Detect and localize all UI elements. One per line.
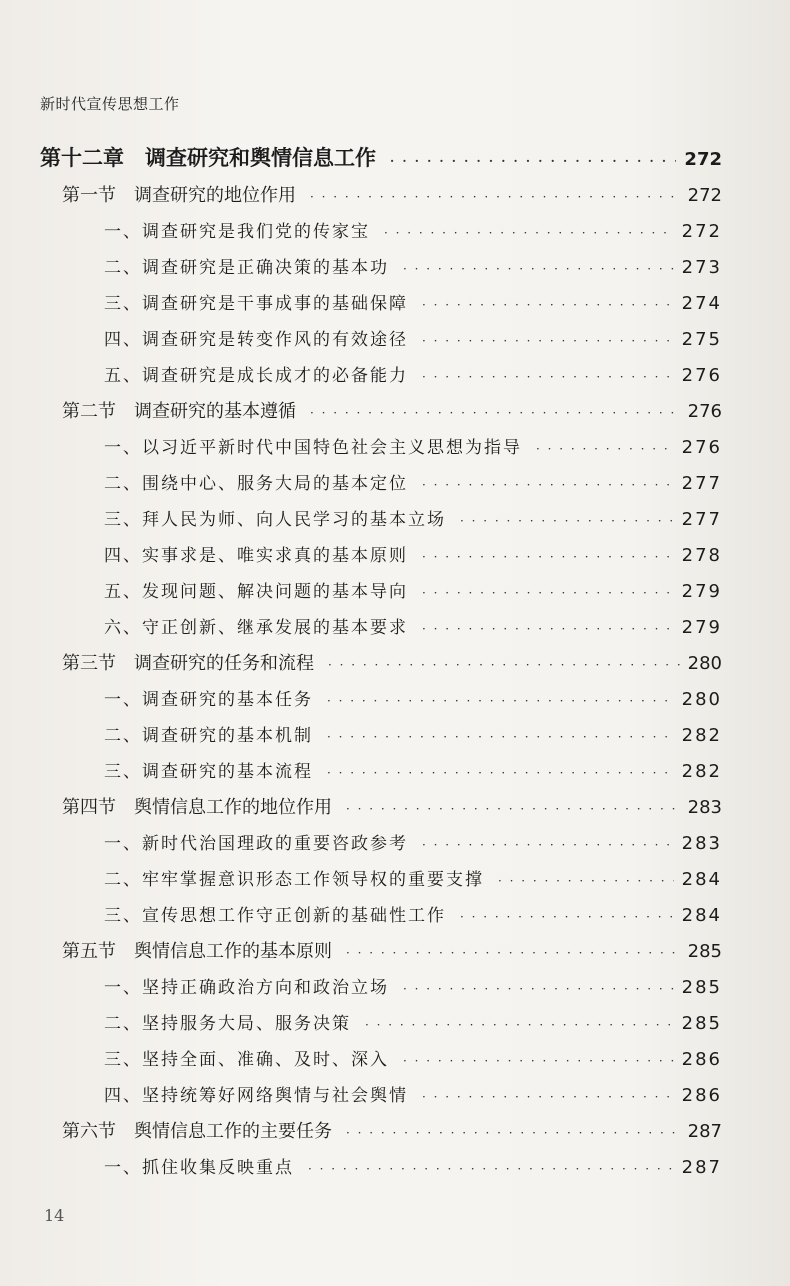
toc-entry-page: 272 <box>684 149 722 170</box>
toc-entry-page: 287 <box>687 1121 722 1142</box>
toc-item <box>40 466 722 502</box>
toc-entry-title: 四、实事求是、唯实求真的基本原则 <box>104 546 408 566</box>
toc-entry-title: 第一节 调查研究的地位作用 <box>62 185 296 206</box>
toc-entry-title: 第三节 调查研究的任务和流程 <box>62 653 314 674</box>
toc-entry-title: 一、以习近平新时代中国特色社会主义思想为指导 <box>104 438 522 458</box>
toc-section <box>40 934 722 970</box>
toc-entry-title: 二、调查研究是正确决策的基本功 <box>104 258 389 278</box>
toc-entry-title: 一、抓住收集反映重点 <box>104 1158 294 1178</box>
toc-entry-page: 283 <box>687 797 722 818</box>
toc-item <box>40 862 722 898</box>
toc-section <box>40 646 722 682</box>
toc-entry-page: 282 <box>681 725 722 746</box>
dot-leader <box>422 539 674 575</box>
dot-leader <box>308 1151 674 1187</box>
toc-entry-title: 三、宣传思想工作守正创新的基础性工作 <box>104 906 446 926</box>
toc-item <box>40 322 722 358</box>
toc-entry-page: 277 <box>681 509 722 530</box>
toc-entry-page: 285 <box>681 1013 722 1034</box>
toc-entry-page: 286 <box>681 1085 722 1106</box>
toc-entry-title: 二、围绕中心、服务大局的基本定位 <box>104 474 408 494</box>
toc-item <box>40 430 722 466</box>
dot-leader <box>310 395 680 431</box>
toc-entry-title: 第四节 舆情信息工作的地位作用 <box>62 797 332 818</box>
dot-leader <box>422 359 674 395</box>
dot-leader <box>403 251 674 287</box>
toc-entry-page: 285 <box>681 977 722 998</box>
dot-leader <box>390 141 676 181</box>
toc-entry-title: 第十二章 调查研究和舆情信息工作 <box>40 146 376 170</box>
toc-section <box>40 394 722 430</box>
toc-item <box>40 574 722 610</box>
toc-entry-page: 276 <box>681 365 722 386</box>
dot-leader <box>460 899 674 935</box>
toc-item <box>40 1078 722 1114</box>
toc-entry-title: 第六节 舆情信息工作的主要任务 <box>62 1121 332 1142</box>
toc-item <box>40 1042 722 1078</box>
dot-leader <box>403 1043 674 1079</box>
dot-leader <box>365 1007 674 1043</box>
dot-leader <box>384 215 674 251</box>
toc-entry-page: 274 <box>681 293 722 314</box>
dot-leader <box>422 1079 674 1115</box>
toc-item <box>40 250 722 286</box>
toc-entry-page: 280 <box>681 689 722 710</box>
toc-entry-title: 一、坚持正确政治方向和政治立场 <box>104 978 389 998</box>
dot-leader <box>327 755 674 791</box>
toc-item <box>40 286 722 322</box>
toc-entry-page: 273 <box>681 257 722 278</box>
dot-leader <box>422 287 674 323</box>
toc-entry-title: 二、牢牢掌握意识形态工作领导权的重要支撑 <box>104 870 484 890</box>
toc-entry-page: 283 <box>681 833 722 854</box>
toc-item <box>40 754 722 790</box>
toc-chapter <box>40 138 722 178</box>
table-of-contents <box>40 138 722 1186</box>
dot-leader <box>422 575 674 611</box>
toc-entry-page: 278 <box>681 545 722 566</box>
toc-entry-page: 276 <box>687 401 722 422</box>
toc-item <box>40 358 722 394</box>
toc-entry-title: 六、守正创新、继承发展的基本要求 <box>104 618 408 638</box>
toc-entry-page: 286 <box>681 1049 722 1070</box>
dot-leader <box>460 503 674 539</box>
toc-entry-title: 第五节 舆情信息工作的基本原则 <box>62 941 332 962</box>
toc-item <box>40 610 722 646</box>
toc-item <box>40 538 722 574</box>
toc-entry-page: 279 <box>681 581 722 602</box>
toc-entry-page: 279 <box>681 617 722 638</box>
toc-entry-page: 275 <box>681 329 722 350</box>
toc-entry-title: 五、调查研究是成长成才的必备能力 <box>104 366 408 386</box>
dot-leader <box>346 791 680 827</box>
toc-entry-title: 三、调查研究是干事成事的基础保障 <box>104 294 408 314</box>
toc-entry-page: 282 <box>681 761 722 782</box>
dot-leader <box>498 863 674 899</box>
toc-entry-page: 276 <box>681 437 722 458</box>
toc-section <box>40 178 722 214</box>
dot-leader <box>422 467 674 503</box>
toc-entry-page: 277 <box>681 473 722 494</box>
toc-entry-title: 一、新时代治国理政的重要咨政参考 <box>104 834 408 854</box>
toc-item <box>40 682 722 718</box>
toc-entry-title: 四、调查研究是转变作风的有效途径 <box>104 330 408 350</box>
dot-leader <box>422 611 674 647</box>
toc-entry-page: 284 <box>681 905 722 926</box>
toc-entry-page: 272 <box>687 185 722 206</box>
toc-entry-title: 二、坚持服务大局、服务决策 <box>104 1014 351 1034</box>
toc-entry-page: 272 <box>681 221 722 242</box>
dot-leader <box>422 827 674 863</box>
toc-item <box>40 826 722 862</box>
toc-section <box>40 1114 722 1150</box>
toc-entry-title: 三、调查研究的基本流程 <box>104 762 313 782</box>
dot-leader <box>422 323 674 359</box>
toc-entry-title: 二、调查研究的基本机制 <box>104 726 313 746</box>
toc-entry-title: 第二节 调查研究的基本遵循 <box>62 401 296 422</box>
toc-item <box>40 214 722 250</box>
toc-entry-page: 284 <box>681 869 722 890</box>
toc-item <box>40 502 722 538</box>
toc-item <box>40 1006 722 1042</box>
dot-leader <box>310 179 680 215</box>
toc-entry-title: 一、调查研究的基本任务 <box>104 690 313 710</box>
dot-leader <box>346 935 680 971</box>
toc-item <box>40 898 722 934</box>
toc-entry-title: 一、调查研究是我们党的传家宝 <box>104 222 370 242</box>
page-number: 14 <box>44 1206 65 1225</box>
toc-entry-page: 287 <box>681 1157 722 1178</box>
toc-entry-page: 280 <box>687 653 722 674</box>
dot-leader <box>346 1115 680 1151</box>
dot-leader <box>327 683 674 719</box>
toc-entry-title: 四、坚持统筹好网络舆情与社会舆情 <box>104 1086 408 1106</box>
dot-leader <box>403 971 674 1007</box>
toc-item <box>40 970 722 1006</box>
dot-leader <box>327 719 674 755</box>
toc-item <box>40 1150 722 1186</box>
dot-leader <box>536 431 674 467</box>
running-head: 新时代宣传思想工作 <box>40 95 180 113</box>
toc-section <box>40 790 722 826</box>
toc-entry-page: 285 <box>687 941 722 962</box>
toc-entry-title: 五、发现问题、解决问题的基本导向 <box>104 582 408 602</box>
toc-entry-title: 三、拜人民为师、向人民学习的基本立场 <box>104 510 446 530</box>
dot-leader <box>328 647 680 683</box>
toc-item <box>40 718 722 754</box>
toc-entry-title: 三、坚持全面、准确、及时、深入 <box>104 1050 389 1070</box>
